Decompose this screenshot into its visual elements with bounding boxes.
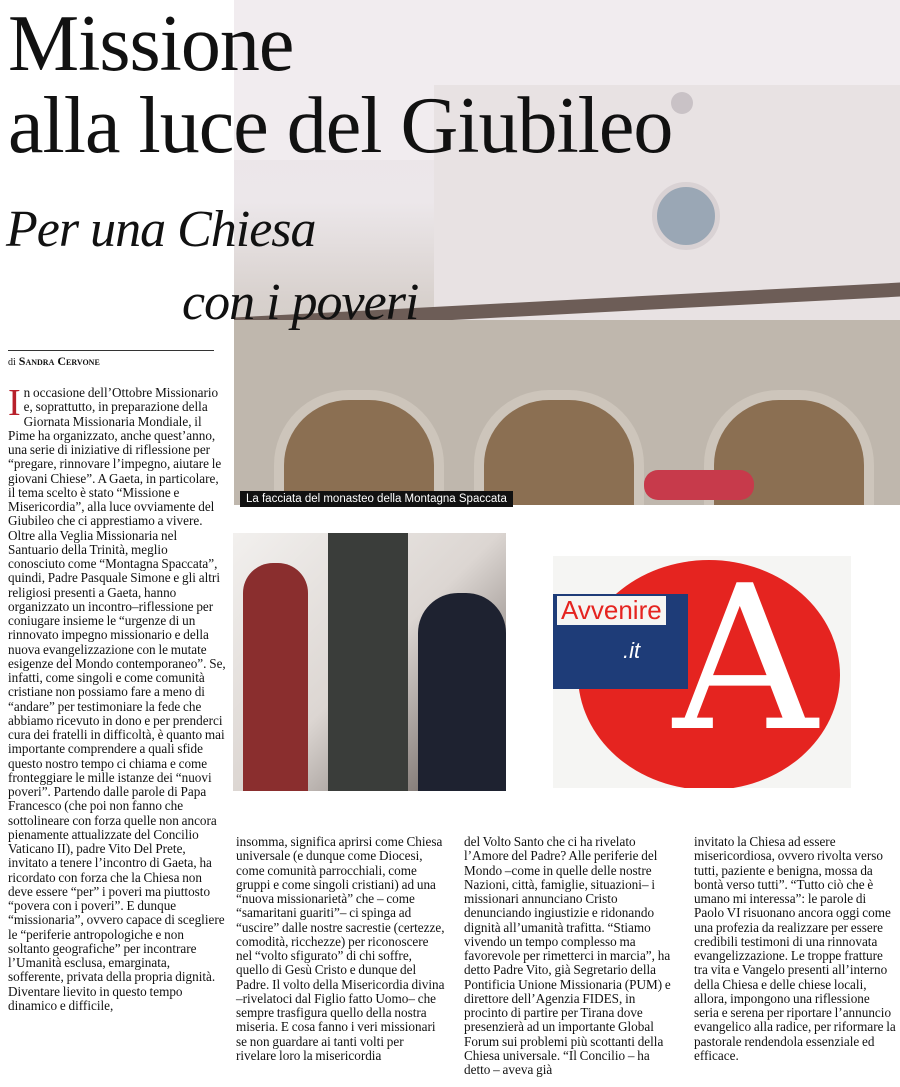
byline-prefix: di	[8, 357, 16, 368]
article-column-3: del Volto Santo che ci ha rivelato l’Amore del Padre? Alle periferie del Mondo –come in quelle delle nostre Nazioni, città, famiglie, situazioni– i missionari annunciano Cristo denunciando ingiustizie e ridonando dignità all’umanità trafitta. “Stiamo vivendo un tempo complesso ma favorevole per rimetterci in marcia”, ha detto Padre Vito, già Segretario della Pontificia Unione Missionaria (PUM) e direttore dell’Agenzia FIDES, in procinto di partire per Tirana dove presenzierà ad un importante Global Forum sui problemi più scottanti della Chiesa universale. “Il Concilio – ha detto – aveva già	[464, 834, 671, 1077]
byline	[8, 350, 214, 369]
man-figure	[418, 593, 506, 791]
article-column-4: invitato la Chiesa ad essere misericordiosa, ovvero rivolta verso tutti, paziente e benigna, mossa da bontà verso tutti”. “Tutto ciò che è umano mi interessa”: le parole di Paolo VI risuonano ancora oggi come una profezia da realizzare per essere credibili testimoni di una rinnovata evangelizzazione. Le troppe fratture tra vita e Vangelo presenti all’interno della Chiesa e delle chiese locali, allora, impongono una riflessione seria e serena per riportare l’annuncio evangelico alla radice, per riformare la pastorale rendendola essenziale ed efficace.	[694, 834, 896, 1063]
headline	[8, 0, 673, 170]
subhead-line-2: con i poveri	[182, 274, 419, 331]
rose-window	[652, 182, 720, 250]
headline-line-1: Missione	[8, 0, 294, 88]
headline-line-2: alla luce del Giubileo	[8, 82, 673, 170]
article-column-1-text: n occasione dell’Ottobre Missionario e, soprattutto, in preparazione della Giornata Missionaria Mondiale, il Pime ha organizzato, anche quest’anno, una serie di iniziative di riflessione per “pregare, rinnovare l’impegno, aiutare le giovani Chiese”. A Gaeta, in particolare, il tema scelto è stato “Missione e Misericordia”, alla luce ovviamente del Giubileo che ci apprestiamo a vivere. Oltre alla Veglia Missionaria nel Santuario della Trinità, meglio conosciuto come “Montagna Spaccata”, quindi, Padre Pasquale Simone e gli altri religiosi presenti a Gaeta, hanno organizzato un incontro–riflessione per coniugare insieme le “urgenze di un rinnovato impegno missionario e della nuova evangelizzazione con le mutate esigenze del Mondo contemporaneo”. Se, infatti, come singoli e come comunità cristiane non possiamo fare a meno di “andare” per testimoniare la fede che abbiamo ricevuto in dono e per prenderci cura dei fratelli in difficoltà, è quanto mai importante comprendere a quali sfide questo nostro tempo ci chiama e come fronteggiare le mille istanze dei “nuovi poveri”. Partendo dalle parole di Papa Francesco (che poi non fanno che sottolineare con forza quelle non ancora pienamente attualizzate del Concilio Vaticano II), padre Vito Del Prete, invitato a tenere l’incontro di Gaeta, ha ricordato con forza che la Chiesa non deve essere “per” i poveri ma piuttosto “povera con i poveri”. E dunque “missionaria”, ovvero capace di scegliere le “periferie antropologiche e non soltanto geografiche” per incontrare l’Umanità esclusa, emarginata, sofferente, privata della propria dignità. Diventare lievito in questo tempo dinamico e difficile,	[8, 385, 226, 1013]
subhead-line-1: Per una Chiesa	[6, 201, 316, 258]
drop-cap: I	[8, 382, 21, 424]
article-column-1	[8, 382, 226, 1013]
small-oculus	[671, 92, 693, 114]
logo-name: Avvenire	[557, 596, 666, 625]
people-photo	[233, 533, 506, 791]
logo-suffix: .it	[623, 638, 641, 663]
woman-figure	[243, 563, 308, 791]
byline-author: Sandra Cervone	[18, 354, 100, 368]
photo-caption: La facciata del monasteo della Montagna Spaccata	[240, 491, 513, 507]
logo-mark: A	[673, 556, 818, 776]
doorway	[328, 533, 408, 791]
flower-box	[644, 470, 754, 500]
article-column-2: insomma, significa aprirsi come Chiesa universale (e dunque come Diocesi, come comunità parrocchiali, come gruppi e come singoli cristiani) ad una “nuova missionarietà” che – come “samaritani guariti”– ci spinga ad “uscire” dalle nostre sacrestie (certezze, comodità, ricchezze) per riconoscere nel “volto sfigurato” di chi soffre, quello di Gesù Cristo e dunque del Padre. Il volto della Misericordia divina –rivelatoci dal Figlio fatto Uomo– che sempre trasfigura quello della nostra miseria. E cosa fanno i veri missionari se non guardare ai tanti volti per rivelare loro la misericordia	[236, 834, 445, 1063]
avvenire-logo	[553, 556, 851, 788]
